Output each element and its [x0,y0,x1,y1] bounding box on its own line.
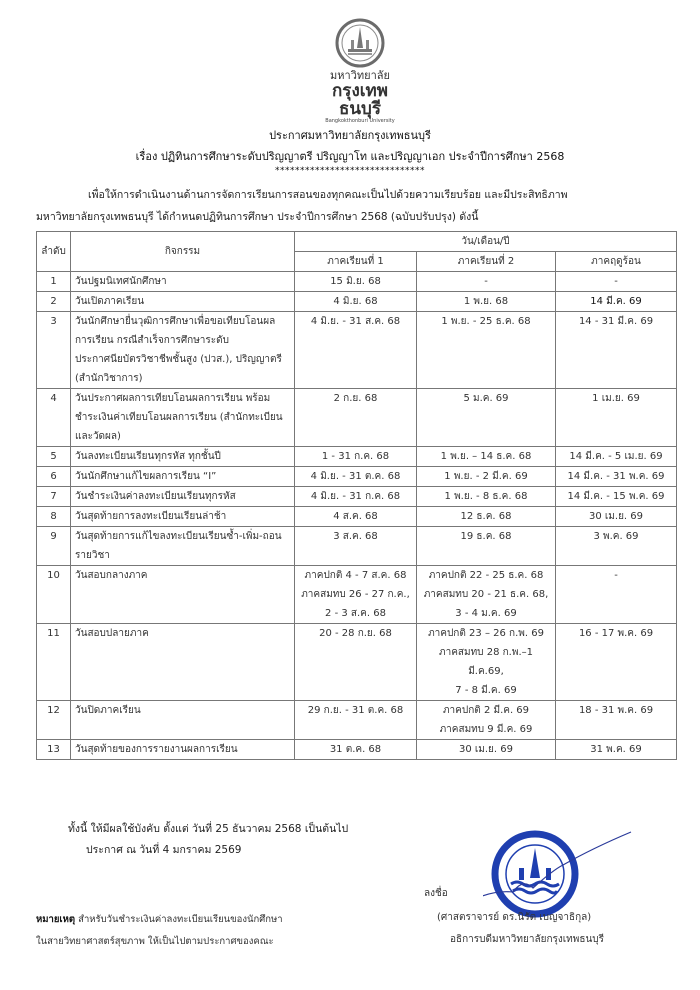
table-row [37,487,677,507]
activity-cell-line: วันสุดท้ายของการรายงานผลการเรียน [75,744,238,755]
header-activity: กิจกรรม [71,232,295,272]
table-row [37,467,677,487]
term2-date-cell [417,389,556,447]
activity-cell [71,389,295,447]
term2-date-cell-line: ภาคสมทบ 20 - 21 ธ.ค. 68, [423,589,549,600]
term1-date-cell-line: 4 มิ.ย. - 31 ส.ค. 68 [310,316,401,327]
table-row [37,272,677,292]
term2-date-cell-line: 1 พ.ย. - 2 มี.ค. 69 [444,471,528,482]
term1-date-cell-line: 2 - 3 ส.ค. 68 [325,608,386,619]
term2-date-cell-line: 1 พ.ย. - 8 ธ.ค. 68 [444,491,528,502]
activity-cell-line: และวัดผล) [75,431,121,442]
table-row [37,527,677,566]
activity-cell [71,740,295,760]
term2-date-cell [417,507,556,527]
signature-label: ลงชื่อ [424,888,448,899]
table-row [37,701,677,740]
activity-cell-line: วันสอบกลางภาค [75,570,148,581]
header-term2: ภาคเรียนที่ 2 [417,252,556,272]
calendar-body [37,272,677,760]
row-number: 7 [37,487,71,507]
term2-date-cell-line: 1 พ.ย. - 25 ธ.ค. 68 [441,316,531,327]
row-number: 9 [37,527,71,566]
term1-date-cell [295,272,417,292]
activity-cell-line: วันสอบปลายภาค [75,628,149,639]
summer-date-cell [556,312,677,389]
summer-date-cell-line: 18 - 31 พ.ค. 69 [578,705,654,716]
activity-cell-line: การเรียน กรณีสำเร็จการศึกษาระดับ [75,335,230,346]
activity-cell-line: วันนักศึกษาแก้ไขผลการเรียน “I” [75,471,217,482]
signer-position: อธิการบดีมหาวิทยาลัยกรุงเทพธนบุรี [450,934,605,945]
term1-date-cell-line: 2 ก.ย. 68 [333,393,378,404]
signer-name: (ศาสตราจารย์ ดร.นิรัต เบญจาธิกุล) [437,912,592,923]
summer-date-cell-line: 1 เม.ย. 69 [592,393,640,404]
activity-cell-line: วันนักศึกษายื่นวุฒิการศึกษาเพื่อขอเทียบโอนผล [75,316,276,327]
term2-date-cell-line: 5 ม.ค. 69 [463,393,509,404]
activity-cell-line: วันสุดท้ายการลงทะเบียนเรียนล่าช้า [75,511,227,522]
term1-date-cell-line: 3 ส.ค. 68 [333,531,378,542]
table-row [37,740,677,760]
term2-date-cell-line: 30 เม.ย. 69 [458,744,514,755]
term2-date-cell-line: ภาคปกติ 2 มี.ค. 69 [442,705,530,716]
activity-cell [71,566,295,624]
university-logo [318,18,402,125]
summer-date-cell [556,701,677,740]
term2-date-cell-line: 1 พ.ย. 68 [463,296,509,307]
row-number: 8 [37,507,71,527]
term1-date-cell-line: 31 ต.ค. 68 [329,744,382,755]
summer-date-cell [556,566,677,624]
term1-date-cell [295,487,417,507]
university-emblem-icon [335,18,385,68]
table-row [37,566,677,624]
term2-date-cell-line: ภาคสมทบ 9 มี.ค. 69 [439,724,533,735]
term1-date-cell-line: ภาคสมทบ 26 - 27 ก.ค., [301,589,410,600]
activity-cell-line: รายวิชา [75,550,110,561]
activity-cell-line: วันเปิดภาคเรียน [75,296,145,307]
table-row [37,389,677,447]
activity-cell-line: ประกาศนียบัตรวิชาชีพชั้นสูง (ปวส.), ปริญญาตรี [75,354,282,365]
summer-date-cell [556,447,677,467]
activity-cell-line: วันชำระเงินค่าลงทะเบียนเรียนทุกรหัส [75,491,236,502]
term2-date-cell-line: ภาคปกติ 23 – 26 ก.พ. 69 [428,628,544,639]
summer-date-cell-line: - [614,570,618,581]
header-separator: ****************************** [275,166,425,176]
term1-date-cell-line: 4 มิ.ย. - 31 ต.ค. 68 [310,471,401,482]
logo-name-line2: กรุงเทพธนบุรี [332,81,388,119]
term2-date-cell-line: ภาคสมทบ 28 ก.พ.–1 มี.ค.69, [439,647,533,677]
term1-date-cell [295,312,417,389]
summer-date-cell [556,389,677,447]
term1-date-cell-line: 29 ก.ย. - 31 ต.ค. 68 [307,705,404,716]
term1-date-cell [295,467,417,487]
row-number: 6 [37,467,71,487]
row-number: 2 [37,292,71,312]
row-number: 5 [37,447,71,467]
summer-date-cell-line: 31 พ.ค. 69 [590,744,642,755]
activity-cell [71,527,295,566]
table-row [37,312,677,389]
summer-date-cell [556,292,677,312]
note-line-2: ในสายวิทยาศาสตร์สุขภาพ ให้เป็นไปตามประกาศของคณะ [36,936,274,947]
note-text-1: สำหรับวันชำระเงินค่าลงทะเบียนเรียนของนักศึกษา [78,914,283,925]
summer-date-cell-line: 14 - 31 มี.ค. 69 [578,316,654,327]
header-no: ลำดับ [37,232,71,272]
table-row [37,447,677,467]
activity-cell-line: วันปิดภาคเรียน [75,705,141,716]
summer-date-cell-line: 14 มี.ค. - 5 เม.ย. 69 [569,451,663,462]
term1-date-cell-line: 4 มิ.ย. - 31 ก.ค. 68 [310,491,401,502]
term2-date-cell-line: 1 พ.ย. – 14 ธ.ค. 68 [440,451,532,462]
summer-date-cell-line: 16 - 17 พ.ค. 69 [578,628,654,639]
term2-date-cell [417,487,556,507]
term2-date-cell-line: 7 - 8 มี.ค. 69 [455,685,517,696]
activity-cell-line: วันปฐมนิเทศนักศึกษา [75,276,167,287]
activity-cell-line: (สำนักวิชาการ) [75,373,143,384]
table-row [37,624,677,701]
summer-date-cell-line: 14 มี.ค. - 15 พ.ค. 69 [567,491,665,502]
term1-date-cell-line: 1 - 31 ก.ค. 68 [321,451,390,462]
row-number: 11 [37,624,71,701]
activity-cell [71,292,295,312]
term1-date-cell [295,507,417,527]
summer-date-cell [556,507,677,527]
term2-date-cell [417,701,556,740]
summer-date-cell-line: 3 พ.ค. 69 [593,531,639,542]
effective-date-text: ทั้งนี้ ให้มีผลใช้บังคับ ตั้งแต่ วันที่ 25 ธันวาคม 2568 เป็นต้นไป [68,823,349,835]
term1-date-cell [295,624,417,701]
table-row [37,507,677,527]
row-number: 1 [37,272,71,292]
term1-date-cell [295,566,417,624]
term2-date-cell [417,447,556,467]
term2-date-cell-line: 3 - 4 ม.ค. 69 [455,608,517,619]
announcement-subject: เรื่อง ปฏิทินการศึกษาระดับปริญญาตรี ปริญญาโท และปริญญาเอก ประจำปีการศึกษา 2568 [135,150,565,163]
header-summer: ภาคฤดูร้อน [556,252,677,272]
term1-date-cell-line: 15 มิ.ย. 68 [330,276,381,287]
term1-date-cell [295,740,417,760]
announced-date-text: ประกาศ ณ วันที่ 4 มกราคม 2569 [86,844,242,856]
activity-cell [71,487,295,507]
row-number: 13 [37,740,71,760]
announcement-title: ประกาศมหาวิทยาลัยกรุงเทพธนบุรี [269,129,431,142]
activity-cell [71,624,295,701]
term1-date-cell-line: 20 - 28 ก.ย. 68 [319,628,392,639]
activity-cell-line: วันลงทะเบียนเรียนทุกรหัส ทุกชั้นปี [75,451,221,462]
term2-date-cell [417,566,556,624]
term1-date-cell-line: 4 มิ.ย. 68 [333,296,378,307]
summer-date-cell [556,487,677,507]
activity-cell-line: ชำระเงินค่าเทียบโอนผลการเรียน (สำนักทะเบียน [75,412,283,423]
activity-cell [71,312,295,389]
term2-date-cell [417,292,556,312]
activity-cell [71,447,295,467]
header-term1: ภาคเรียนที่ 1 [295,252,417,272]
row-number: 3 [37,312,71,389]
summer-date-cell [556,624,677,701]
summer-date-cell [556,272,677,292]
logo-name-en: Bangkokthonburi University [325,118,395,124]
term2-date-cell [417,312,556,389]
term1-date-cell [295,701,417,740]
term2-date-cell [417,527,556,566]
summer-date-cell [556,527,677,566]
row-number: 12 [37,701,71,740]
summer-date-cell [556,467,677,487]
summer-date-cell-line: 30 เม.ย. 69 [588,511,644,522]
summer-date-cell [556,740,677,760]
term1-date-cell [295,447,417,467]
summer-date-cell-line: 14 มี.ค. - 31 พ.ค. 69 [567,471,665,482]
note-label: หมายเหตุ [36,914,76,925]
term2-date-cell-line: ภาคปกติ 22 - 25 ธ.ค. 68 [428,570,544,581]
university-seal-icon [483,830,633,920]
activity-cell-line: วันประกาศผลการเทียบโอนผลการเรียน พร้อม [75,393,271,404]
activity-cell [71,272,295,292]
note-line-1 [36,912,283,927]
row-number: 4 [37,389,71,447]
intro-line-2: มหาวิทยาลัยกรุงเทพธนบุรี ได้กำหนดปฏิทินการศึกษา ประจำปีการศึกษา 2568 (ฉบับปรับปรุง) ดังนี้ [36,211,479,223]
logo-name-line1: มหาวิทยาลัย [330,69,390,82]
term1-date-cell-line: ภาคปกติ 4 - 7 ส.ค. 68 [304,570,407,581]
term1-date-cell [295,527,417,566]
academic-calendar-table [36,231,677,760]
table-row [37,292,677,312]
term2-date-cell [417,740,556,760]
activity-cell [71,507,295,527]
term1-date-cell [295,389,417,447]
term2-date-cell [417,624,556,701]
activity-cell-line: วันสุดท้ายการแก้ไขลงทะเบียนเรียนซ้ำ-เพิ่ม-ถอน [75,531,282,542]
term2-date-cell-line: 19 ธ.ค. 68 [460,531,512,542]
row-number: 10 [37,566,71,624]
summer-date-cell-line: 14 มี.ค. 69 [590,296,642,307]
term1-date-cell-line: 4 ส.ค. 68 [333,511,378,522]
term2-date-cell [417,272,556,292]
intro-line-1: เพื่อให้การดำเนินงานด้านการจัดการเรียนการสอนของทุกคณะเป็นไปด้วยความเรียบร้อย และมีประสิทธิภาพ [88,189,568,201]
header-date-group: วัน/เดือน/ปี [295,232,677,252]
term1-date-cell [295,292,417,312]
activity-cell [71,701,295,740]
term2-date-cell-line: - [484,276,488,287]
summer-date-cell-line: - [614,276,618,287]
term2-date-cell [417,467,556,487]
term2-date-cell-line: 12 ธ.ค. 68 [460,511,512,522]
activity-cell [71,467,295,487]
